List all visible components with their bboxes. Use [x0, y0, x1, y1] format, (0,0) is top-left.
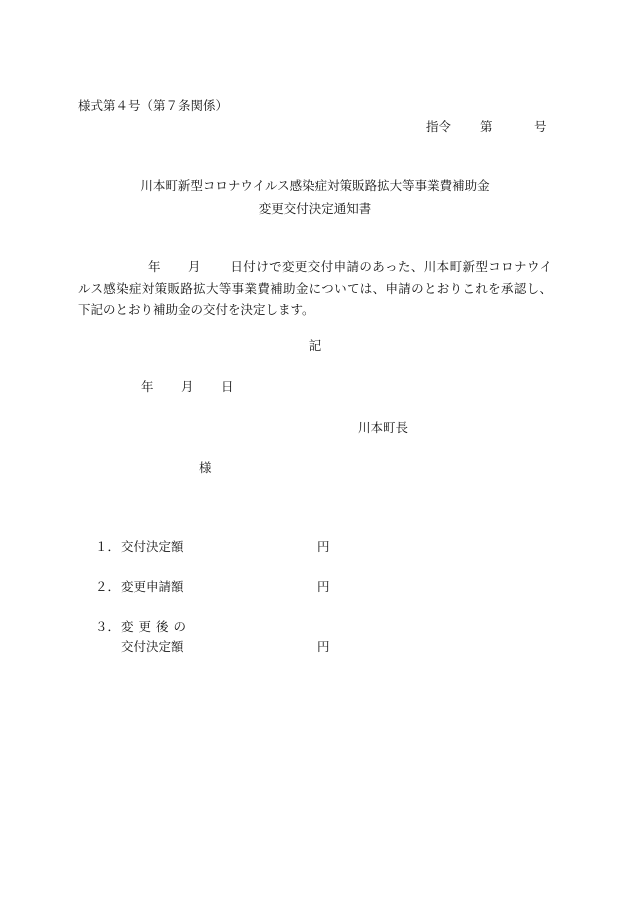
item-2-unit: 円 — [317, 579, 330, 594]
directive-prefix: 指令 — [426, 119, 452, 134]
item-3-line-2 — [121, 637, 330, 655]
issuer-name: 川本町長 — [358, 420, 409, 435]
item-1-label: 交付決定額 — [121, 539, 184, 554]
item-3-line-2-unit: 円 — [317, 639, 330, 654]
directive-dai: 第 — [480, 119, 493, 134]
date-month: 月 — [181, 379, 194, 394]
item-2-label: 変更申請額 — [121, 579, 184, 594]
body-paragraph — [78, 256, 552, 321]
form-number: 様式第４号（第７条関係） — [78, 98, 229, 113]
date-line — [141, 377, 234, 395]
body-text: 日付けで変更交付申請のあった、川本町新型コロナウイルス感染症対策販路拡大等事業費補助金については、申請のとおりこれを承認し、下記のとおり補助金の交付を決定します。 — [78, 259, 552, 317]
item-2 — [95, 577, 330, 595]
directive-number-line — [426, 117, 547, 135]
item-3-line-2-label: 交付決定額 — [121, 639, 184, 654]
body-month: 月 — [188, 259, 201, 274]
date-day: 日 — [221, 379, 234, 394]
addressee-suffix: 様 — [199, 460, 212, 475]
item-2-number: ２． — [95, 579, 121, 594]
item-1 — [95, 537, 330, 555]
item-1-number: １． — [95, 539, 121, 554]
item-1-unit: 円 — [317, 539, 330, 554]
item-3-label: 変更後の — [121, 619, 192, 634]
date-year: 年 — [141, 379, 154, 394]
item-3 — [95, 617, 317, 635]
document-title-line-1: 川本町新型コロナウイルス感染症対策販路拡大等事業費補助金 — [140, 178, 490, 193]
ki-heading: 記 — [308, 338, 322, 353]
item-3-number: ３． — [95, 619, 121, 634]
directive-go: 号 — [534, 119, 547, 134]
document-title-line-2: 変更交付決定通知書 — [258, 201, 372, 216]
body-year: 年 — [148, 259, 161, 274]
